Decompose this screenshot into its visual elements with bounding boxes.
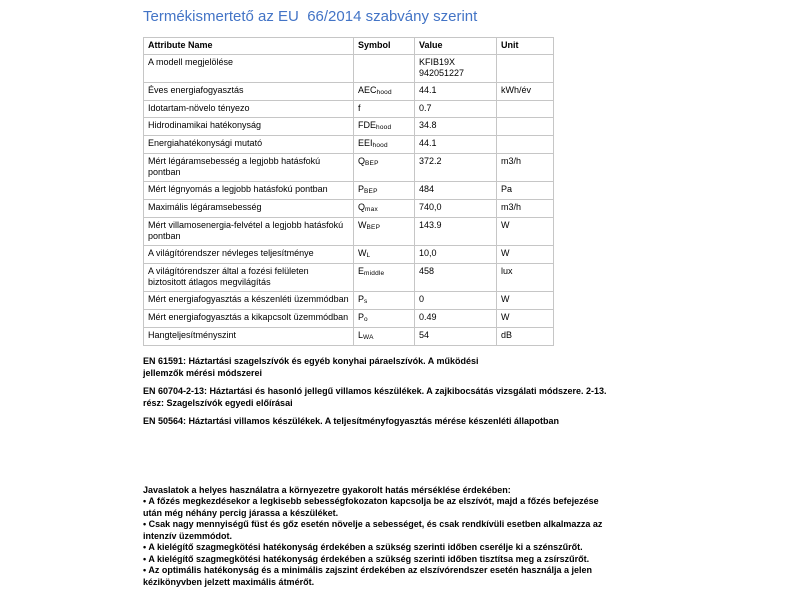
value-cell: 54 <box>415 328 497 346</box>
table-row <box>144 328 554 346</box>
symbol-cell: $L_{WA}$ <box>354 328 415 346</box>
table-row <box>144 154 554 182</box>
table-row <box>144 55 554 83</box>
symbol-subscript: BEP <box>365 159 379 167</box>
symbol-cell: $W_{BEP}$ <box>354 218 415 246</box>
column-header-value: Value <box>415 38 497 55</box>
unit-cell <box>497 118 554 136</box>
column-header-attribute: Attribute Name <box>144 38 354 55</box>
table-row <box>144 292 554 310</box>
attribute-cell: A világítórendszer által a fozési felületen biztositott átlagos megvilágítás <box>144 264 354 292</box>
unit-cell: lux <box>497 264 554 292</box>
document-content <box>143 8 675 588</box>
table-row <box>144 182 554 200</box>
column-header-unit: Unit <box>497 38 554 55</box>
attribute-cell: Hangteljesítményszint <box>144 328 354 346</box>
symbol-cell: $Q_{BEP}$ <box>354 154 415 182</box>
symbol-cell: f <box>354 101 415 118</box>
attribute-cell: Hidrodinamikai hatékonyság <box>144 118 354 136</box>
attribute-cell: Mért energiafogyasztás a készenléti üzemmódban <box>144 292 354 310</box>
symbol-cell: $P_s$ <box>354 292 415 310</box>
recommendation-line: • Csak nagy mennyiségű füst és gőz esetén növelje a sebességet, és csak rendkívüli esetben alkalmazza az <box>143 519 603 529</box>
recommendation-line: Javaslatok a helyes használatra a környezetre gyakorolt hatás mérséklése érdekében: <box>143 484 511 495</box>
unit-cell: m3/h <box>497 200 554 218</box>
attribute-cell: Mért légnyomás a legjobb hatásfokú pontban <box>144 182 354 200</box>
symbol-subscript: BEP <box>366 223 381 231</box>
table-row <box>144 136 554 154</box>
table-row <box>144 101 554 118</box>
value-cell: 143.9 <box>415 218 497 246</box>
spec-table <box>143 37 554 346</box>
symbol-subscript: s <box>364 297 368 305</box>
symbol-cell: $P_o$ <box>354 310 415 328</box>
attribute-cell: Energiahatékonysági mutató <box>144 136 354 154</box>
table-row <box>144 310 554 328</box>
symbol-cell: $AEC_{hood}$ <box>354 83 415 101</box>
value-cell: 44.1 <box>415 83 497 101</box>
table-row <box>144 264 554 292</box>
symbol-cell <box>354 55 415 83</box>
standard-paragraph: EN 61591: Háztartási szagelszívók és egyéb konyhai páraelszívók. A működési jellemzők mérési módszerei <box>143 356 479 378</box>
standard-paragraph: EN 50564: Háztartási villamos készülékek. A teljesítményfogyasztás mérése készenléti állapotban <box>143 416 560 426</box>
value-cell: 0.7 <box>415 101 497 118</box>
recommendation-line: • A főzés megkezdésekor a legkisebb sebességfokozaton kapcsolja be az elszívót, majd a főzés befejezése <box>143 496 599 506</box>
unit-cell <box>497 55 554 83</box>
symbol-cell: $W_L$ <box>354 246 415 264</box>
attribute-cell: A modell megjelölése <box>144 55 354 83</box>
symbol-cell: $FDE_{hood}$ <box>354 118 415 136</box>
symbol-subscript: o <box>364 315 368 323</box>
table-row <box>144 218 554 246</box>
attribute-cell: Mért energiafogyasztás a kikapcsolt üzemmódban <box>144 310 354 328</box>
recommendation-line: • Az optimális hatékonyság és a minimális zajszint érdekében az elszívórendszer esetén használja a jelen <box>143 565 592 575</box>
standards-section <box>143 356 675 428</box>
table-header-row <box>144 38 554 55</box>
unit-cell: W <box>497 310 554 328</box>
symbol-subscript: hood <box>372 141 388 149</box>
symbol-subscript: BEP <box>364 187 378 195</box>
page-title: Termékismertető az EU 66/2014 szabvány szerint <box>143 8 478 25</box>
recommendation-line: intenzív üzemmódot. <box>143 530 233 541</box>
symbol-cell: $EEI_{hood}$ <box>354 136 415 154</box>
column-header-symbol: Symbol <box>354 38 415 55</box>
value-cell: 372.2 <box>415 154 497 182</box>
value-cell: 484 <box>415 182 497 200</box>
value-cell: 458 <box>415 264 497 292</box>
recommendation-line: kézikönyvben jelzett maximális átmérőt. <box>143 576 315 587</box>
unit-cell: m3/h <box>497 154 554 182</box>
value-cell: KFIB19X 942051227 <box>415 55 497 83</box>
unit-cell <box>497 136 554 154</box>
recommendations-section <box>143 485 675 589</box>
symbol-cell: $Q_{max}$ <box>354 200 415 218</box>
unit-cell: Pa <box>497 182 554 200</box>
attribute-cell: Mért villamosenergia-felvétel a legjobb hatásfokú pontban <box>144 218 354 246</box>
unit-cell: dB <box>497 328 554 346</box>
recommendation-line: után még néhány percig járassa a készüléket. <box>143 507 339 518</box>
unit-cell: W <box>497 218 554 246</box>
value-cell: 34.8 <box>415 118 497 136</box>
unit-cell: kWh/év <box>497 83 554 101</box>
value-cell: 0.49 <box>415 310 497 328</box>
recommendation-line: • A kielégítő szagmegkötési hatékonyság érdekében a szükség szerinti időben cserélje ki a szénszűrőt. <box>143 542 583 552</box>
symbol-subscript: middle <box>364 269 385 277</box>
table-row <box>144 200 554 218</box>
value-cell: 740,0 <box>415 200 497 218</box>
symbol-subscript: hood <box>376 123 392 131</box>
symbol-cell: $E_{middle}$ <box>354 264 415 292</box>
symbol-subscript: hood <box>376 88 392 96</box>
attribute-cell: A világítórendszer névleges teljesítménye <box>144 246 354 264</box>
table-row <box>144 246 554 264</box>
standard-paragraph: EN 60704-2-13: Háztartási és hasonló jellegű villamos készülékek. A zajkibocsátás vizsgálati módszere. 2-13. rész: Szagelszívók egyedi előírásai <box>143 386 607 408</box>
spec-table-body <box>144 55 554 346</box>
symbol-subscript: max <box>365 205 378 213</box>
symbol-subscript: WA <box>363 333 374 341</box>
attribute-cell: Éves energiafogyasztás <box>144 83 354 101</box>
unit-cell: W <box>497 246 554 264</box>
table-row <box>144 83 554 101</box>
value-cell: 10,0 <box>415 246 497 264</box>
value-cell: 44.1 <box>415 136 497 154</box>
unit-cell <box>497 101 554 118</box>
attribute-cell: Idotartam-növelo tényezo <box>144 101 354 118</box>
unit-cell: W <box>497 292 554 310</box>
recommendation-line: • A kielégítő szagmegkötési hatékonyság érdekében a szükség szerinti időben tisztítsa meg a zsírszűrőt. <box>143 553 590 564</box>
table-row <box>144 118 554 136</box>
symbol-subscript: L <box>366 251 371 259</box>
attribute-cell: Mért légáramsebesség a legjobb hatásfokú pontban <box>144 154 354 182</box>
symbol-cell: $P_{BEP}$ <box>354 182 415 200</box>
value-cell: 0 <box>415 292 497 310</box>
attribute-cell: Maximális légáramsebesség <box>144 200 354 218</box>
